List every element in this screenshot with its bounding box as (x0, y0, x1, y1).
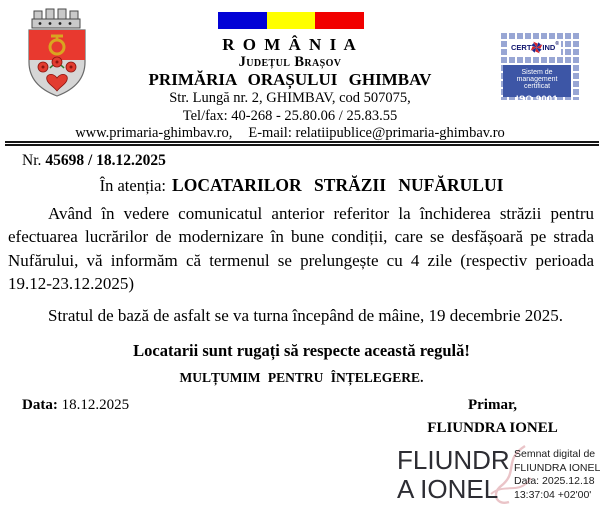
signature-detail-line1: Semnat digital de (514, 448, 596, 460)
iso-caption-line2: certificat (523, 83, 551, 90)
attention-line (0, 175, 603, 196)
address-line: Str. Lungă nr. 2, GHIMBAV, cod 507075, (169, 90, 411, 107)
registered-mark: ® (555, 41, 560, 47)
date-line (22, 397, 129, 414)
number-label: Nr. (22, 152, 42, 169)
attention-value: LOCATARILOR STRĂZII NUFĂRULUI (172, 175, 504, 195)
website-text: www.primaria-ghimbav.ro, (75, 124, 233, 141)
digital-signature-stamp (397, 444, 603, 512)
date-value: 18.12.2025 (61, 397, 130, 413)
registration-number (22, 152, 166, 170)
web-email-line (40, 125, 540, 141)
thanks-line: MULȚUMIM PENTRU ÎNȚELEGERE. (179, 370, 424, 385)
certind-cert-text: CERT (510, 43, 532, 52)
paragraph-1: Având în vedere comunicatul anterior referitor la închiderea străzii pentru efectuarea lucrărilor de modernizare în bune condiții, care se desfășoară pe strada Nufărului, vă informăm că termenul se prelungește cu 4 zile (respectiv perioada 19.12-23.12.2025) (8, 204, 594, 293)
certind-iso-badge (501, 33, 580, 104)
flag-blue-stripe (218, 12, 267, 29)
certind-ind-text: IND (542, 43, 556, 52)
flag-red-stripe (315, 12, 364, 29)
iso-caption-line1: Sistem de management (516, 69, 558, 83)
iso-blue-box (503, 65, 571, 104)
signature-details (514, 448, 600, 502)
signature-detail-line3: Data: 2025.12.18 (514, 475, 595, 487)
signature-detail-line4: 13:37:04 +02'00' (514, 488, 592, 501)
header-divider (5, 141, 599, 146)
notice-line: Locatarii sunt rugați să respecte această regulă! (133, 341, 470, 360)
telfax-line: Tel/fax: 40-268 - 25.80.06 / 25.83.55 (182, 107, 398, 124)
letterhead (40, 35, 540, 141)
certind-logo (509, 40, 561, 55)
signer-name: FLIUNDRA IONEL (427, 420, 558, 436)
letter-body (8, 202, 594, 327)
date-label: Data: (22, 397, 58, 413)
county-title: Județul Brașov (238, 54, 342, 71)
romanian-flag (218, 12, 364, 29)
signature-detail-line2: FLIUNDRA IONEL (514, 461, 601, 474)
number-value: 45698 / 18.12.2025 (45, 152, 166, 169)
flag-yellow-stripe (267, 12, 316, 29)
email-text: E-mail: relatiipublice@primaria-ghimbav.ro (248, 124, 505, 141)
signature-big-line2: A IONEL (397, 474, 499, 504)
paragraph-2: Stratul de bază de asfalt se va turna începând de mâine, 19 decembrie 2025. (48, 306, 563, 326)
institution-title: PRIMĂRIA ORAȘULUI GHIMBAV (148, 70, 432, 90)
signature-big-name (397, 446, 510, 504)
signature-big-line1: FLIUNDR (397, 445, 510, 475)
country-title: R O M Â N I A (222, 35, 358, 54)
iso-standard: ISO 9001 (515, 94, 559, 104)
signer-title: Primar, (467, 397, 517, 413)
attention-label: În atenția: (99, 176, 167, 195)
